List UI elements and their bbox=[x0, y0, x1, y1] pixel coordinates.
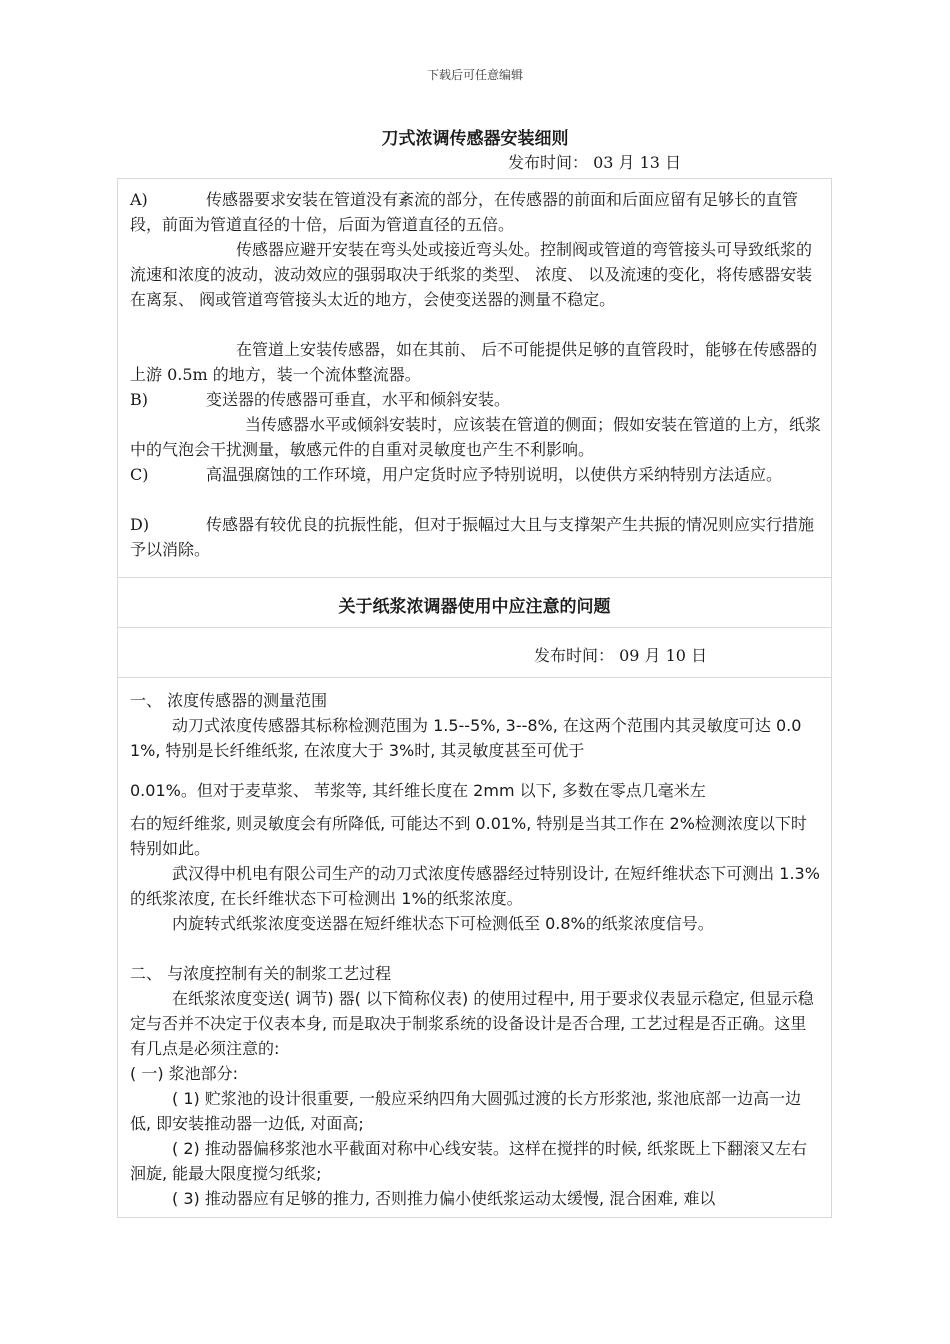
paragraph-pool-1: ( 1) 贮浆池的设计很重要, 一般应采纳四角大圆弧过渡的长方形浆池, 浆池底部一边高一边低, 即安装推动器一边低, 对面高; bbox=[130, 1089, 802, 1133]
item-a-label: A) bbox=[130, 190, 148, 209]
header-note: 下载后可任意编辑 bbox=[426, 68, 523, 82]
item-d bbox=[130, 512, 822, 562]
item-b-text: 变送器的传感器可垂直，水平和倾斜安装。 bbox=[206, 390, 511, 409]
item-c-label: C) bbox=[130, 465, 149, 484]
section-title-cell bbox=[118, 577, 831, 627]
item-d-label: D) bbox=[130, 515, 150, 534]
item-b bbox=[130, 387, 822, 412]
paragraph-process: 在纸浆浓度变送( 调节) 器( 以下简称仪表) 的使用过程中, 用于要求仪表显示稳定, 但显示稳定与否并不决定于仪表本身, 而是取决于制浆系统的设备设计是否合理, 工艺过程是否正确。这里有几点是必须注意的: bbox=[130, 989, 814, 1058]
paragraph-range-b: 0.01%。但对于麦草浆、 苇浆等, 其纤维长度在 2mm 以下, 多数在零点几毫米左 bbox=[130, 781, 706, 800]
installation-rules-cell bbox=[118, 179, 831, 577]
item-a bbox=[130, 187, 822, 237]
publish-date-cell bbox=[118, 627, 831, 677]
paragraph-pool-2: ( 2) 推动器偏移浆池水平截面对称中心线安装。这样在搅拌的时候, 纸浆既上下翻滚又左右洄旋, 能最大限度搅匀纸浆; bbox=[130, 1139, 808, 1183]
item-c bbox=[130, 462, 822, 487]
item-d-text: 传感器有较优良的抗振性能，但对于振幅过大且与支撑架产生共振的情况则应实行措施予以消除。 bbox=[130, 515, 815, 559]
item-b-label: B) bbox=[130, 390, 148, 409]
heading-2: 二、 与浓度控制有关的制浆工艺过程 bbox=[130, 964, 392, 983]
publish-date-2: 发布时间： 09 月 10 日 bbox=[534, 646, 708, 665]
document-title: 刀式浓调传感器安装细则 bbox=[381, 129, 569, 149]
notes-cell bbox=[118, 677, 831, 1219]
item-c-text: 高温强腐蚀的工作环境，用户定货时应予特别说明，以使供方采纳特别方法适应。 bbox=[206, 465, 783, 484]
paragraph-pool: ( 一) 浆池部分: bbox=[130, 1064, 239, 1083]
heading-1: 一、 浓度传感器的测量范围 bbox=[130, 691, 328, 710]
item-a-text: 传感器要求安装在管道没有紊流的部分，在传感器的前面和后面应留有足够长的直管段，前面为管道直径的十倍，后面为管道直径的五倍。 bbox=[130, 190, 799, 234]
publish-date: 发布时间： 03 月 13 日 bbox=[508, 153, 682, 172]
paragraph-wuhan: 武汉得中机电有限公司生产的动刀式浓度传感器经过特别设计, 在短纤维状态下可测出 1.3%的纸浆浓度, 在长纤维状态下可检测出 1%的纸浆浓度。 bbox=[130, 864, 820, 908]
paragraph-range-c: 右的短纤维浆, 则灵敏度会有所降低, 可能达不到 0.01%, 特别是当其工作在 2%检测浓度以下时特别如此。 bbox=[130, 814, 807, 858]
item-a-paragraph-2: 传感器应避开安装在弯头处或接近弯头处。控制阀或管道的弯管接头可导致纸浆的流速和浓度的波动，波动效应的强弱取决于纸浆的类型、 浓度、 以及流速的变化，将传感器安装在离泵、 阀或管道弯管接头太近的地方，会使变送器的测量不稳定。 bbox=[130, 240, 813, 309]
item-b-paragraph-2: 当传感器水平或倾斜安装时，应该装在管道的侧面；假如安装在管道的上方，纸浆中的气泡会干扰测量，敏感元件的自重对灵敏度也产生不利影响。 bbox=[130, 415, 822, 459]
paragraph-rotary: 内旋转式纸浆浓度变送器在短纤维状态下可检测低至 0.8%的纸浆浓度信号。 bbox=[172, 914, 714, 933]
content-table bbox=[117, 178, 832, 1218]
paragraph-range-a: 动刀式浓度传感器其标称检测范围为 1.5--5%, 3--8%, 在这两个范围内其灵敏度可达 0.01%, 特别是长纤维纸浆, 在浓度大于 3%时, 其灵敏度甚至可优于 bbox=[130, 716, 802, 760]
item-a-paragraph-3: 在管道上安装传感器，如在其前、 后不可能提供足够的直管段时，能够在传感器的上游 0.5m 的地方，装一个流体整流器。 bbox=[130, 340, 818, 384]
paragraph-pool-3: ( 3) 推动器应有足够的推力, 否则推力偏小使纸浆运动太缓慢, 混合困难, 难以 bbox=[172, 1189, 716, 1208]
section-title: 关于纸浆浓调器使用中应注意的问题 bbox=[338, 597, 611, 617]
